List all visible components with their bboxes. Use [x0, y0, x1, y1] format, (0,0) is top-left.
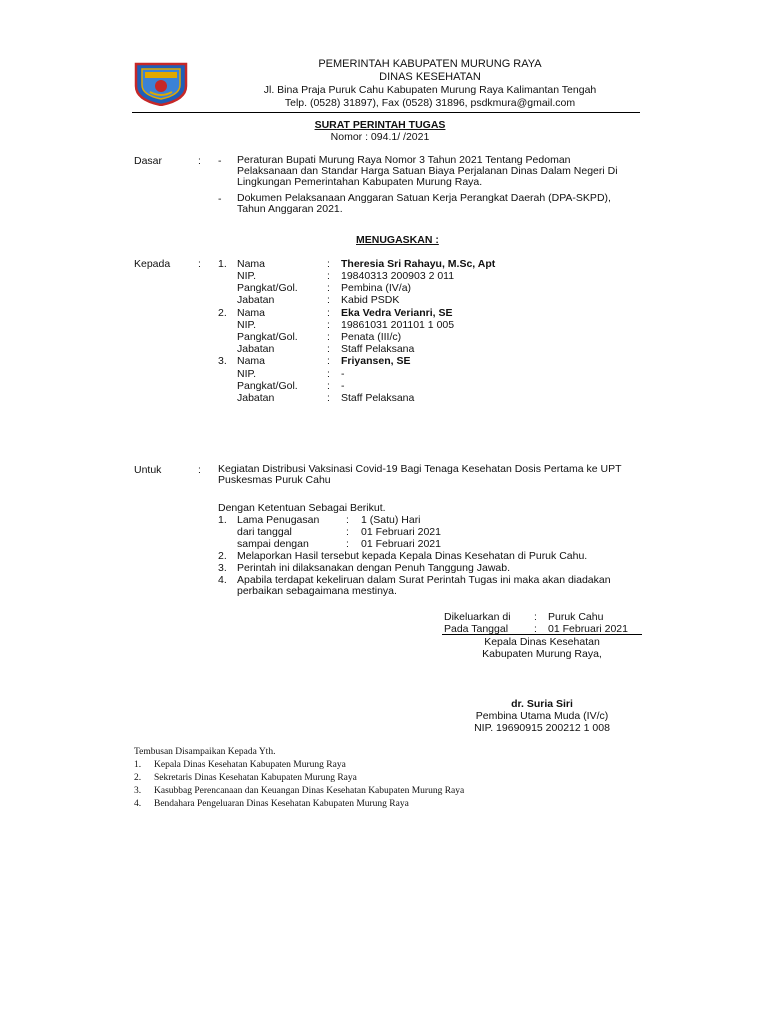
- colon: :: [346, 526, 349, 538]
- ketentuan-4-text-b: perbaikan sebagaimana mestinya.: [237, 585, 397, 597]
- colon: :: [327, 343, 330, 355]
- ketentuan-2-number: 2.: [218, 550, 227, 562]
- person-3-pangkat: -: [341, 380, 345, 392]
- tanggal-value: 01 Februari 2021: [548, 623, 628, 635]
- person-1-jabatan: Kabid PSDK: [341, 294, 400, 306]
- dikeluarkan-label: Dikeluarkan di: [444, 611, 511, 623]
- ketentuan-intro: Dengan Ketentuan Sebagai Berikut.: [218, 502, 386, 514]
- tembusan-item-1: Kepala Dinas Kesehatan Kabupaten Murung Raya: [154, 760, 346, 770]
- dari-label: dari tanggal: [237, 526, 292, 538]
- person-1-pangkat-label: Pangkat/Gol.: [237, 282, 298, 294]
- person-1-nip: 19840313 200903 2 011: [341, 270, 455, 282]
- header-rule: [132, 112, 640, 113]
- colon: :: [327, 319, 330, 331]
- colon: :: [327, 282, 330, 294]
- colon: :: [327, 331, 330, 343]
- dasar-colon: :: [198, 155, 201, 167]
- sampai-value: 01 Februari 2021: [361, 538, 441, 550]
- colon: :: [327, 368, 330, 380]
- document-number: Nomor : 094.1/ /2021: [330, 131, 430, 143]
- lama-value: 1 (Satu) Hari: [361, 514, 421, 526]
- colon: :: [534, 623, 537, 635]
- person-2-nama: Eka Vedra Verianri, SE: [341, 307, 453, 319]
- tembusan-item-4: Bendahara Pengeluaran Dinas Kesehatan Kabupaten Murung Raya: [154, 799, 409, 809]
- person-3-number: 3.: [218, 355, 227, 367]
- person-1-nip-label: NIP.: [237, 270, 257, 282]
- tembusan-item-3: Kasubbag Perencanaan dan Keuangan Dinas Kesehatan Kabupaten Murung Raya: [154, 786, 465, 796]
- person-3-nama: Friyansen, SE: [341, 355, 411, 367]
- person-3-jabatan-label: Jabatan: [237, 392, 275, 404]
- ketentuan-4-text-a: Apabila terdapat kekeliruan dalam Surat Perintah Tugas ini maka akan diadakan: [237, 574, 611, 586]
- colon: :: [534, 611, 537, 623]
- document-title: SURAT PERINTAH TUGAS: [314, 119, 446, 131]
- dasar-item-1: [237, 155, 618, 188]
- header-contact: Telp. (0528) 31897), Fax (0528) 31896, psdkmura@gmail.com: [284, 97, 576, 109]
- dasar-label: Dasar: [134, 155, 163, 167]
- tembusan-title: Tembusan Disampaikan Kepada Yth.: [134, 747, 276, 757]
- colon: :: [346, 514, 349, 526]
- person-2-nip: 19861031 201101 1 005: [341, 319, 455, 331]
- header-address: Jl. Bina Praja Puruk Cahu Kabupaten Murung Raya Kalimantan Tengah: [263, 84, 597, 96]
- colon: :: [327, 294, 330, 306]
- kepada-label: Kepada: [134, 258, 171, 270]
- person-1-nama-label: Nama: [237, 258, 266, 270]
- untuk-colon: :: [198, 464, 201, 476]
- ketentuan-4-number: 4.: [218, 574, 227, 586]
- kepada-colon: :: [198, 258, 201, 270]
- tembusan-item-4-number: 4.: [134, 799, 142, 809]
- person-2-number: 2.: [218, 307, 227, 319]
- colon: :: [327, 270, 330, 282]
- colon: :: [327, 392, 330, 404]
- tembusan-item-1-number: 1.: [134, 760, 142, 770]
- untuk-line-1: Kegiatan Distribusi Vaksinasi Covid-19 Bagi Tenaga Kesehatan Dosis Pertama ke UPT: [218, 463, 622, 475]
- colon: :: [327, 380, 330, 392]
- dasar-item-1-line-2: Pelaksanaan dan Standar Harga Satuan Biaya Perjalanan Dinas Dalam Negeri Di: [237, 165, 618, 177]
- person-2-nama-label: Nama: [237, 307, 266, 319]
- ketentuan-1-number: 1.: [218, 514, 227, 526]
- untuk-text: [218, 464, 622, 486]
- colon: :: [327, 307, 330, 319]
- dasar-item-1-line-3: Lingkungan Pemerintahan Kabupaten Murung Raya.: [237, 176, 483, 188]
- tanggal-label: Pada Tanggal: [444, 623, 509, 635]
- colon: :: [327, 355, 330, 367]
- untuk-label: Untuk: [134, 464, 162, 476]
- person-2-nip-label: NIP.: [237, 319, 257, 331]
- person-1-pangkat: Pembina (IV/a): [341, 282, 412, 294]
- dikeluarkan-value: Puruk Cahu: [548, 611, 604, 623]
- signatory-name: dr. Suria Siri: [511, 698, 573, 710]
- person-2-jabatan: Staff Pelaksana: [341, 343, 415, 355]
- dasar-item-2-line-2: Tahun Anggaran 2021.: [237, 203, 343, 215]
- person-3-nip: -: [341, 368, 345, 380]
- dari-value: 01 Februari 2021: [361, 526, 441, 538]
- tembusan-item-2: Sekretaris Dinas Kesehatan Kabupaten Murung Raya: [154, 773, 357, 783]
- menugaskan-heading: MENUGASKAN :: [356, 234, 439, 246]
- person-3-pangkat-label: Pangkat/Gol.: [237, 380, 298, 392]
- person-3-nama-label: Nama: [237, 355, 266, 367]
- ketentuan-3-number: 3.: [218, 562, 227, 574]
- person-3-nip-label: NIP.: [237, 368, 257, 380]
- header-line-1: PEMERINTAH KABUPATEN MURUNG RAYA: [318, 58, 542, 70]
- dasar-item-1-line-1: Peraturan Bupati Murung Raya Nomor 3 Tahun 2021 Tentang Pedoman: [237, 154, 571, 166]
- person-1-nama: Theresia Sri Rahayu, M.Sc, Apt: [341, 258, 496, 270]
- dasar-dash-1: -: [218, 155, 222, 167]
- dasar-item-2: [237, 193, 611, 215]
- ketentuan-2-text: Melaporkan Hasil tersebut kepada Kepala Dinas Kesehatan di Puruk Cahu.: [237, 550, 588, 562]
- dasar-item-2-line-1: Dokumen Pelaksanaan Anggaran Satuan Kerja Perangkat Daerah (DPA-SKPD),: [237, 192, 611, 204]
- ketentuan-3-text: Perintah ini dilaksanakan dengan Penuh Tanggung Jawab.: [237, 562, 511, 574]
- person-3-jabatan: Staff Pelaksana: [341, 392, 415, 404]
- signature-office-1: Kepala Dinas Kesehatan: [484, 636, 600, 648]
- regency-logo: [132, 58, 190, 106]
- person-2-pangkat: Penata (III/c): [341, 331, 402, 343]
- lama-label: Lama Penugasan: [237, 514, 320, 526]
- dasar-dash-2: -: [218, 193, 222, 205]
- person-1-number: 1.: [218, 258, 227, 270]
- signatory-nip: NIP. 19690915 200212 1 008: [474, 722, 610, 734]
- signature-office-2: Kabupaten Murung Raya,: [482, 648, 602, 660]
- person-2-pangkat-label: Pangkat/Gol.: [237, 331, 298, 343]
- person-1-jabatan-label: Jabatan: [237, 294, 275, 306]
- colon: :: [327, 258, 330, 270]
- sampai-label: sampai dengan: [237, 538, 309, 550]
- person-2-jabatan-label: Jabatan: [237, 343, 275, 355]
- header-line-2: DINAS KESEHATAN: [379, 71, 481, 83]
- colon: :: [346, 538, 349, 550]
- signatory-rank: Pembina Utama Muda (IV/c): [475, 710, 609, 722]
- tembusan-item-2-number: 2.: [134, 773, 142, 783]
- tembusan-item-3-number: 3.: [134, 786, 142, 796]
- signature-rule: [442, 634, 642, 635]
- untuk-line-2: Puskesmas Puruk Cahu: [218, 474, 331, 486]
